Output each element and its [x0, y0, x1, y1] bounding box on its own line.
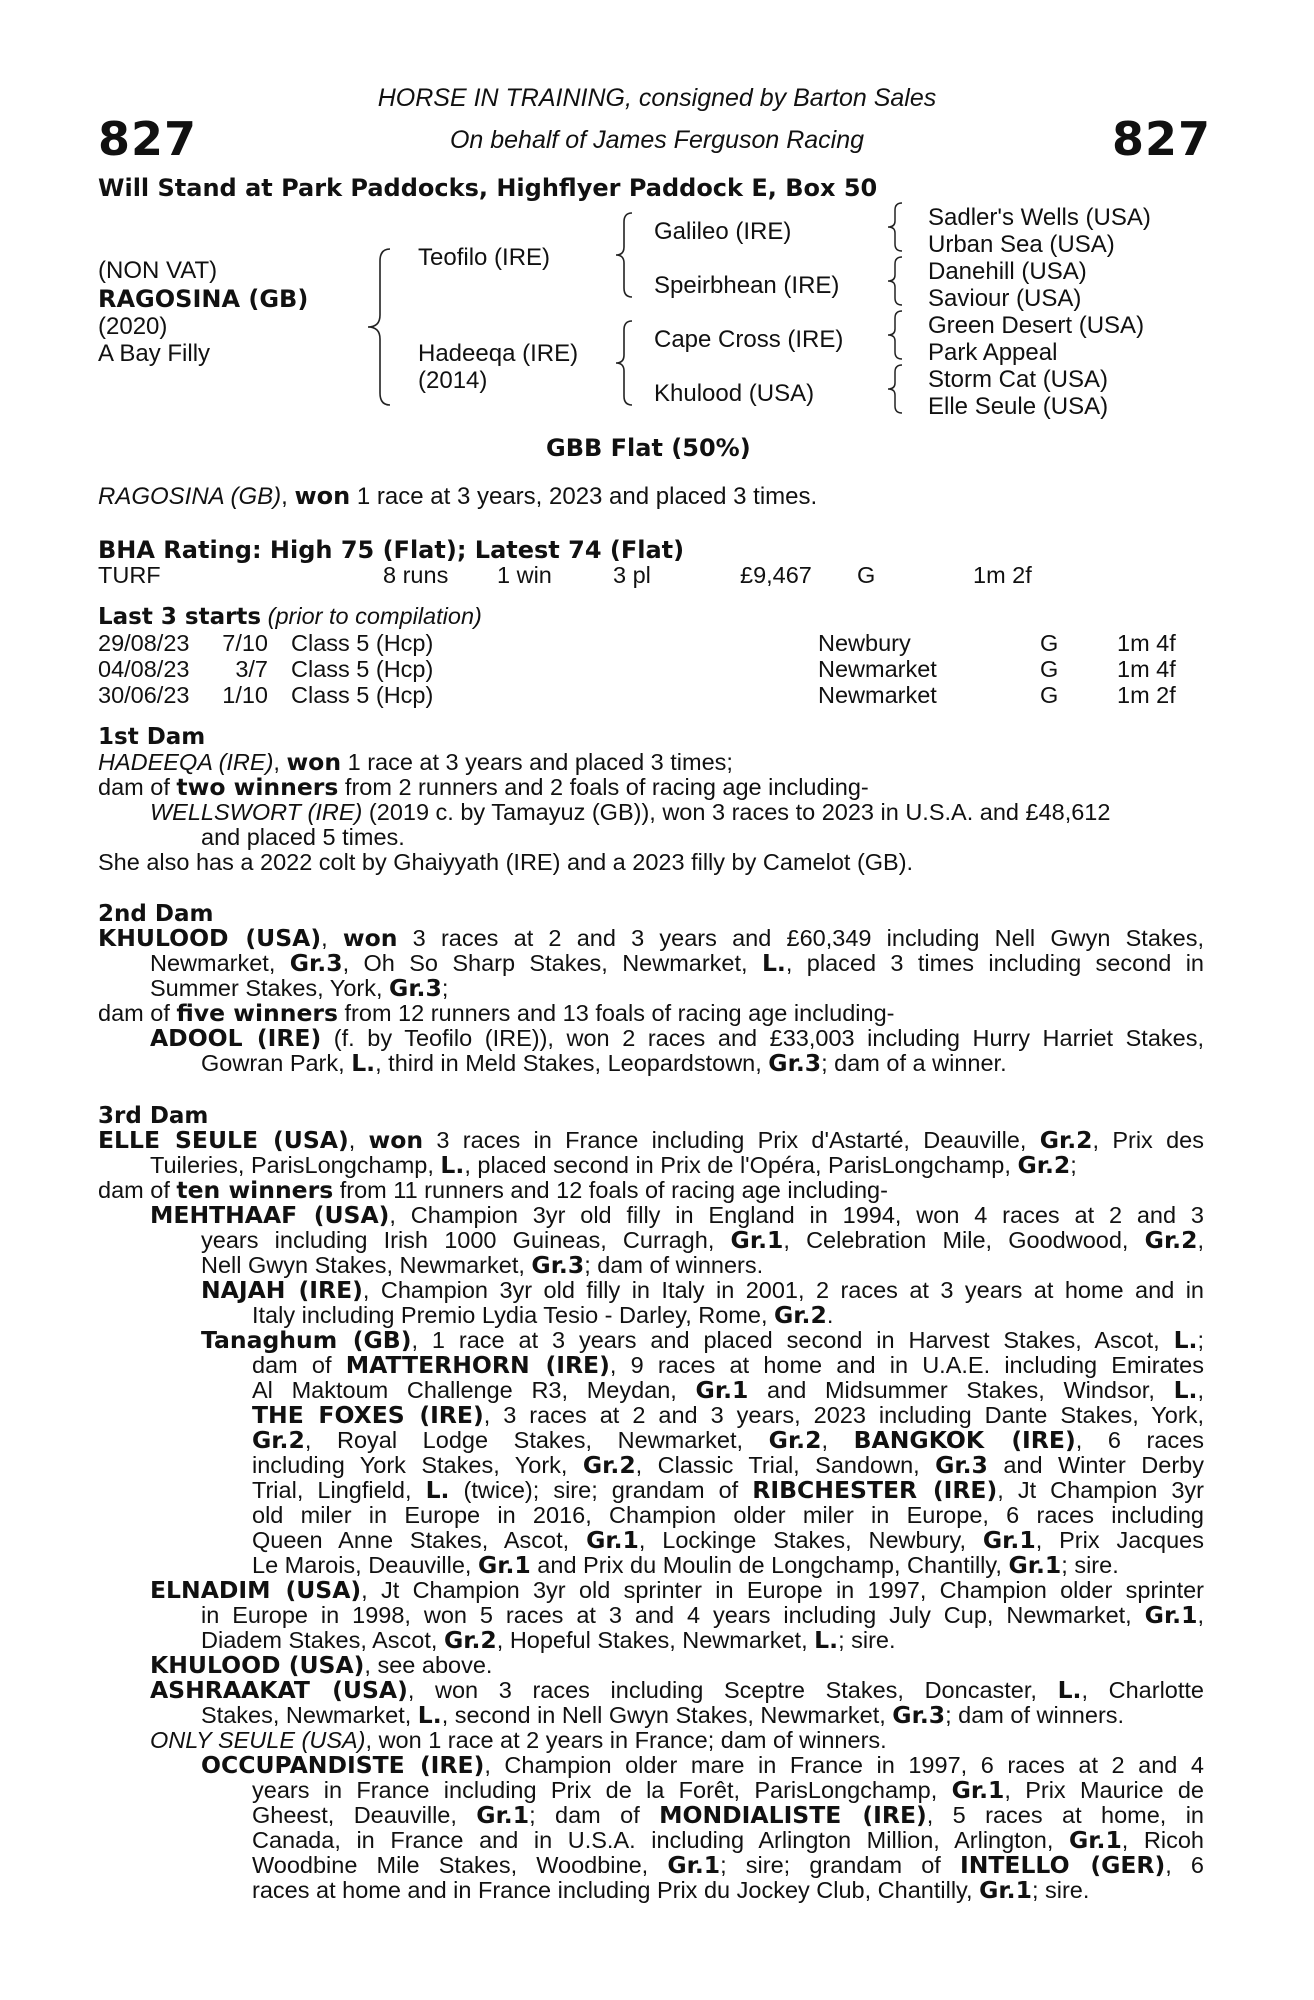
third-dam-line: Canada, in France and in U.S.A. including Arlington Million, Arlington, Gr.1, Ricoh: [252, 1826, 1205, 1854]
third-dam-line: Italy including Premio Lydia Tesio - Darley, Rome, Gr.2.: [252, 1301, 834, 1329]
third-dam-line: KHULOOD (USA), see above.: [150, 1651, 493, 1679]
sire: Teofilo (IRE): [418, 244, 551, 271]
first-dam-heading: 1st Dam: [98, 724, 206, 750]
ped-dsd: Park Appeal: [928, 339, 1058, 366]
horse-year: (2020): [98, 313, 168, 340]
dam: Hadeeqa (IRE): [418, 340, 579, 367]
catalogue-page: 827 827 HORSE IN TRAINING, consigned by Barton Sales On behalf of James Ferguson Racing Will Stand at Park Paddocks, Highflyer Paddock E, Box 50 (NON VAT) RAGOSINA (GB) (2020) A Bay Filly Teofilo (IRE) Hadeeqa (IRE) (2014) Galileo (IRE) Speirbhean (IRE) Cape Cross (IRE) Khulood (USA) Sadler's Wells (USA) Urban Sea (USA) Danehill (USA) Saviour (USA) Green Desert (USA) Park Appeal Storm Cat (USA) Elle Seule (USA) GBB Flat (50%) RAGOSINA (GB), won 1 race at 3 years, 2023 and placed 3 times. BHA Rating: High 75 (Flat); Latest 74 (Flat) TURF 8 runs 1 win 3 pl £9,467 G 1m 2f Last 3 starts (prior to compilation) 29/08/23 7/10 Class 5 (Hcp) Newbury G 1m 4f 04/08/23 3/7 Class 5 (Hcp) Newmarket G 1m 4f 30/06/23 1/10 Class 5 (Hcp) Newmarket G 1m 2f 1st Dam HADEEQA (IRE), won 1 race at 3 years and placed 3 times; dam of two winners from 2 runners and 2 foals of racing age including- WELLSWORT (IRE) (2019 c. by Tamayuz (GB)), won 3 races to 2023 in U.S.A. and £48,612 and placed 5 times. She also has a 2022 colt by Ghaiyyath (IRE) and a 2023 filly by Camelot (GB). 2nd Dam KHULOOD (USA), won 3 races at 2 and 3 years and £60,349 including Nell Gwyn Stakes, Newmarket, Gr.3, Oh So Sharp Stakes, Newmarket, L., placed 3 times including second in Summer Stakes, York, Gr.3; dam of five winners from 12 runners and 13 foals of racing age including- ADOOL (IRE) (f. by Teofilo (IRE)), won 2 races and £33,003 including Hurry Harriet Stakes, Gowran Park, L., third in Meld Stakes, Leopardstown, Gr.3; dam of a winner. 3rd Dam ELLE SEULE (USA), won 3 races in France including Prix d'Astarté, Deauville, Gr.2, Prix des Tuileries, ParisLongchamp, L., placed second in Prix de l'Opéra, ParisLongchamp, Gr.2; dam of ten winners from 11 runners and 12 foals of racing age including- MEHTHAAF (USA), Champion 3yr old filly in England in 1994, won 4 races at 2 and 3 years including Irish 1000 Guineas, Curragh, Gr.1, Celebration Mile, Goodwood, Gr.2, Nell Gwyn Stakes, Newmarket, Gr.3; dam of winners. NAJAH (IRE), Champion 3yr old filly in Italy in 2001, 2 races at 3 years at home and in Italy including Premio Lydia Tesio - Darley, Rome, Gr.2. Tanaghum (GB), 1 race at 3 years and placed second in Harvest Stakes, Ascot, L.; dam of MATTERHORN (IRE), 9 races at home and in U.A.E. including Emirates Al Maktoum Challenge R3, Meydan, Gr.1 and Midsummer Stakes, Windsor, L., THE FOXES (IRE), 3 races at 2 and 3 years, 2023 including Dante Stakes, York, Gr.2, Royal Lodge Stakes, Newmarket, Gr.2, BANGKOK (IRE), 6 races including York Stakes, York, Gr.2, Classic Trial, Sandown, Gr.3 and Winter Derby Trial, Lingfield, L. (twice); sire; grandam of RIBCHESTER (IRE), Jt Champion 3yr old miler in Europe in 2016, Champion older miler in Europe, 6 races including Queen Anne Stakes, Ascot, Gr.1, Lockinge Stakes, Newbury, Gr.1, Prix Jacques Le Marois, Deauville, Gr.1 and Prix du Moulin de Longchamp, Chantilly, Gr.1; sire. ELNADIM (USA), Jt Champion 3yr old sprinter in Europe in 1997, Champion older sprinter in Europe in 1998, won 5 races at 3 and 4 years including July Cup, Newmarket, Gr.1, Diadem Stakes, Ascot, Gr.2, Hopeful Stakes, Newmarket, L.; sire. KHULOOD (USA), see above. ASHRAAKAT (USA), won 3 races including Sceptre Stakes, Doncaster, L., Charlotte Stakes, Newmarket, L., second in Nell Gwyn Stakes, Newmarket, Gr.3; dam of winners. ONLY SEULE (USA), won 1 race at 2 years in France; dam of winners. OCCUPANDISTE (IRE), Champion older mare in France in 1997, 6 races at 2 and 4 years in France including Prix de la Forêt, ParisLongchamp, Gr.1, Prix Maurice de Gheest, Deauville, Gr.1; dam of MONDIALISTE (IRE), 5 races at home, in Canada, in France and in U.S.A. including Arlington Million, Arlington, Gr.1, Ricoh Woodbine Mile Stakes, Woodbine, Gr.1; sire; grandam of INTELLO (GER), 6 races at home and in France including Prix du Jockey Club, Chantilly, Gr.1; sire.: [98, 84, 1212, 1904]
first-dam-line: and placed 5 times.: [201, 824, 405, 850]
third-dam-line: in Europe in 1998, won 5 races at 3 and 4 years including July Cup, Newmarket, Gr.1,: [201, 1601, 1204, 1629]
rating-runs: 8 runs: [383, 562, 449, 588]
third-dam-line: dam of ten winners from 11 runners and 12 foals of racing age including-: [98, 1176, 888, 1204]
third-dam-line: Stakes, Newmarket, L., second in Nell Gwyn Stakes, Newmarket, Gr.3; dam of winners.: [201, 1701, 1125, 1729]
third-dam-line: Tuileries, ParisLongchamp, L., placed second in Prix de l'Opéra, ParisLongchamp, Gr.2;: [150, 1151, 1077, 1179]
bha-rating: BHA Rating: High 75 (Flat); Latest 74 (Flat): [98, 536, 685, 564]
second-dam-line: dam of five winners from 12 runners and 13 foals of racing age including-: [98, 999, 895, 1027]
pedigree-brace-ss: [884, 200, 908, 254]
stand-location: Will Stand at Park Paddocks, Highflyer Paddock E, Box 50: [98, 174, 878, 202]
rating-prize: £9,467: [740, 562, 812, 588]
second-dam-line: KHULOOD (USA), won 3 races at 2 and 3 years and £60,349 including Nell Gwyn Stakes,: [98, 924, 1204, 952]
third-dam-line: Al Maktoum Challenge R3, Meydan, Gr.1 and Midsummer Stakes, Windsor, L.,: [252, 1376, 1204, 1404]
second-dam-line: Summer Stakes, York, Gr.3;: [150, 974, 449, 1002]
consignor-line: HORSE IN TRAINING, consigned by Barton Sales: [377, 84, 937, 112]
rating-distance: 1m 2f: [973, 562, 1032, 588]
vat-status: (NON VAT): [98, 257, 218, 284]
third-dam-line: ELNADIM (USA), Jt Champion 3yr old sprinter in Europe in 1997, Champion older sprinter: [150, 1576, 1204, 1604]
third-dam-line: Woodbine Mile Stakes, Woodbine, Gr.1; sire; grandam of INTELLO (GER), 6: [252, 1851, 1204, 1879]
first-dam-line: dam of two winners from 2 runners and 2 foals of racing age including-: [98, 773, 869, 801]
third-dam-line: ASHRAAKAT (USA), won 3 races including Sceptre Stakes, Doncaster, L., Charlotte: [150, 1676, 1204, 1704]
rating-wins: 1 win: [497, 562, 552, 588]
first-dam-line: WELLSWORT (IRE) (2019 c. by Tamayuz (GB)), won 3 races to 2023 in U.S.A. and £48,612: [150, 799, 1111, 825]
pedigree-brace-dd: [884, 362, 908, 416]
third-dam-heading: 3rd Dam: [98, 1103, 209, 1129]
third-dam-line: Gr.2, Royal Lodge Stakes, Newmarket, Gr.2, BANGKOK (IRE), 6 races: [252, 1426, 1205, 1454]
second-dam-line: Gowran Park, L., third in Meld Stakes, Leopardstown, Gr.3; dam of a winner.: [201, 1049, 1007, 1077]
third-dam-line: MEHTHAAF (USA), Champion 3yr old filly in England in 1994, won 4 races at 2 and 3: [150, 1201, 1204, 1229]
rating-surface: TURF: [98, 562, 161, 588]
lot-number-left: 827: [98, 112, 198, 166]
sire-sire: Galileo (IRE): [654, 218, 792, 245]
gbb-flat: GBB Flat (50%): [546, 434, 751, 462]
rating-going: G: [857, 562, 876, 588]
pedigree-brace-sire: [612, 210, 640, 300]
third-dam-line: NAJAH (IRE), Champion 3yr old filly in Italy in 2001, 2 races at 3 years at home and in: [201, 1276, 1204, 1304]
third-dam-line: years in France including Prix de la Forêt, ParisLongchamp, Gr.1, Prix Maurice de: [252, 1776, 1205, 1804]
third-dam-line: Gheest, Deauville, Gr.1; dam of MONDIALISTE (IRE), 5 races at home, in: [252, 1801, 1204, 1829]
ped-sds: Danehill (USA): [928, 258, 1087, 285]
ped-ddd: Elle Seule (USA): [928, 393, 1109, 420]
lot-number-right: 827: [1112, 112, 1212, 166]
dam-year: (2014): [418, 367, 488, 394]
pedigree-brace-main: [360, 245, 400, 410]
sire-dam: Speirbhean (IRE): [654, 272, 840, 299]
third-dam-line: races at home and in France including Prix du Jockey Club, Chantilly, Gr.1; sire.: [252, 1876, 1090, 1904]
third-dam-line: Le Marois, Deauville, Gr.1 and Prix du Moulin de Longchamp, Chantilly, Gr.1; sire.: [252, 1551, 1119, 1579]
third-dam-line: including York Stakes, York, Gr.2, Classic Trial, Sandown, Gr.3 and Winter Derby: [252, 1451, 1204, 1479]
second-dam-line: Newmarket, Gr.3, Oh So Sharp Stakes, Newmarket, L., placed 3 times including second in: [150, 949, 1204, 977]
third-dam-line: Tanaghum (GB), 1 race at 3 years and placed second in Harvest Stakes, Ascot, L.;: [201, 1326, 1205, 1354]
last-starts-heading: Last 3 starts (prior to compilation): [98, 603, 482, 630]
behalf-line: On behalf of James Ferguson Racing: [449, 126, 865, 154]
first-dam-line: HADEEQA (IRE), won 1 race at 3 years and placed 3 times;: [98, 748, 733, 776]
ped-sss: Sadler's Wells (USA): [928, 204, 1151, 231]
third-dam-line: dam of MATTERHORN (IRE), 9 races at home and in U.A.E. including Emirates: [252, 1351, 1204, 1379]
third-dam-line: ELLE SEULE (USA), won 3 races in France including Prix d'Astarté, Deauville, Gr.2, Prix des: [98, 1126, 1204, 1154]
horse-name: RAGOSINA (GB): [98, 285, 309, 313]
second-dam-line: ADOOL (IRE) (f. by Teofilo (IRE)), won 2 races and £33,003 including Hurry Harriet Stakes,: [150, 1024, 1204, 1052]
third-dam-line: Diadem Stakes, Ascot, Gr.2, Hopeful Stakes, Newmarket, L.; sire.: [201, 1626, 896, 1654]
third-dam-line: Nell Gwyn Stakes, Newmarket, Gr.3; dam of winners.: [201, 1251, 764, 1279]
pedigree-brace-sd: [884, 254, 908, 308]
ped-ssd: Urban Sea (USA): [928, 231, 1115, 258]
first-dam-line: She also has a 2022 colt by Ghaiyyath (IRE) and a 2023 filly by Camelot (GB).: [98, 849, 914, 875]
horse-description: A Bay Filly: [98, 340, 211, 367]
race-summary: RAGOSINA (GB), won 1 race at 3 years, 2023 and placed 3 times.: [98, 482, 818, 510]
ped-dss: Green Desert (USA): [928, 312, 1145, 339]
ped-dds: Storm Cat (USA): [928, 366, 1109, 393]
ped-sdd: Saviour (USA): [928, 285, 1082, 312]
third-dam-line: years including Irish 1000 Guineas, Curragh, Gr.1, Celebration Mile, Goodwood, Gr.2,: [201, 1226, 1204, 1254]
third-dam-line: Trial, Lingfield, L. (twice); sire; grandam of RIBCHESTER (IRE), Jt Champion 3yr: [252, 1476, 1204, 1504]
dam-dam: Khulood (USA): [654, 380, 815, 407]
second-dam-heading: 2nd Dam: [98, 901, 214, 927]
rating-placed: 3 pl: [613, 562, 651, 588]
pedigree-brace-dam: [612, 318, 640, 408]
third-dam-line: old miler in Europe in 2016, Champion older miler in Europe, 6 races including: [252, 1502, 1204, 1528]
third-dam-line: THE FOXES (IRE), 3 races at 2 and 3 years, 2023 including Dante Stakes, York,: [252, 1401, 1204, 1429]
dam-sire: Cape Cross (IRE): [654, 326, 844, 353]
third-dam-line: OCCUPANDISTE (IRE), Champion older mare in France in 1997, 6 races at 2 and 4: [201, 1751, 1204, 1779]
third-dam-line: ONLY SEULE (USA), won 1 race at 2 years in France; dam of winners.: [150, 1727, 887, 1753]
third-dam-line: Queen Anne Stakes, Ascot, Gr.1, Lockinge Stakes, Newbury, Gr.1, Prix Jacques: [252, 1526, 1204, 1554]
pedigree-brace-ds: [884, 308, 908, 362]
